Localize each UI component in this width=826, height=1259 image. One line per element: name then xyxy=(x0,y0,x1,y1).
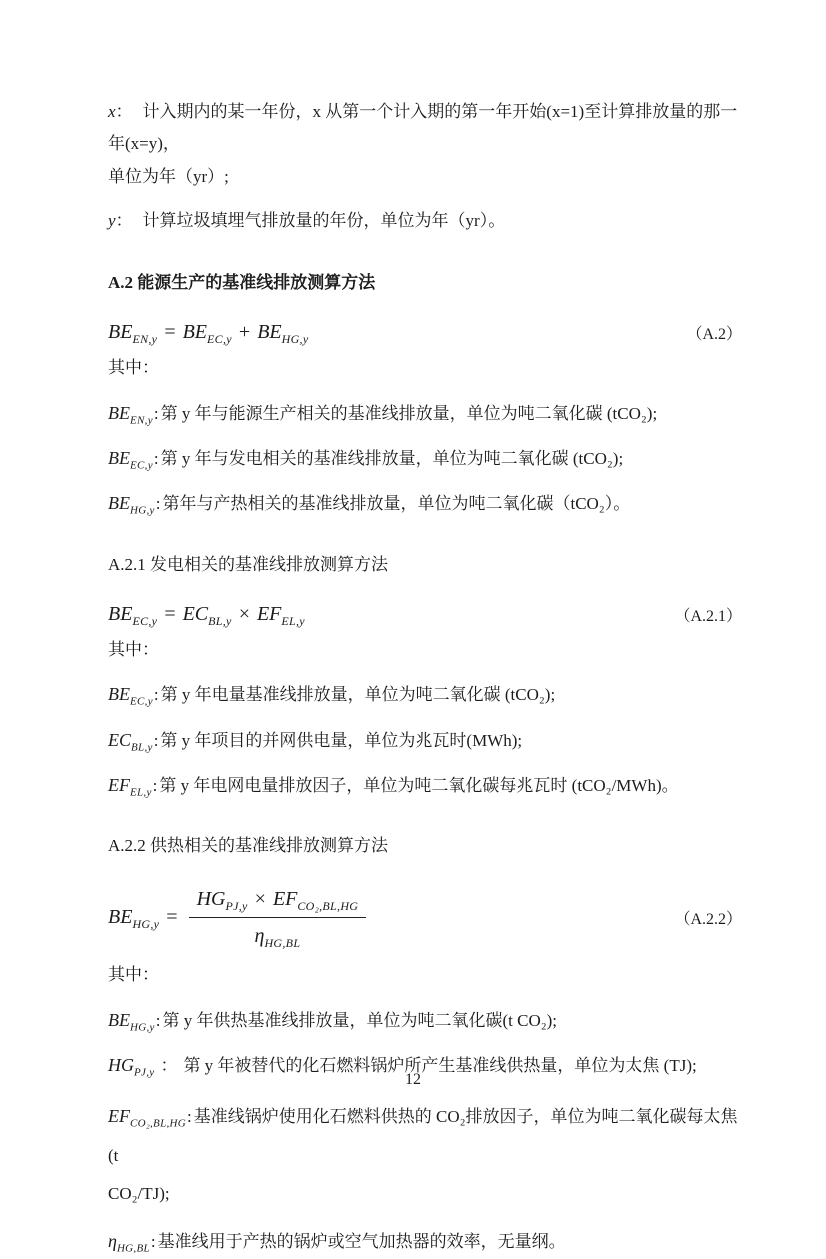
multiply-sign: × xyxy=(238,602,250,625)
definition-be-ec-y-2 xyxy=(108,677,742,711)
colon: ： xyxy=(115,102,133,121)
definition-text: 第 y 年电网电量排放因子，单位为吨二氧化碳每兆瓦时 (tCO₂/MWh)。 xyxy=(159,775,679,795)
definition-text: 第 y 年供热基准线排放量，单位为吨二氧化碳(t CO₂); xyxy=(162,1010,558,1030)
colon: ： xyxy=(160,1056,178,1076)
equation-a2-body xyxy=(108,321,309,347)
fraction xyxy=(189,884,367,951)
colon: : xyxy=(150,1232,156,1252)
definition-be-hg-y xyxy=(108,486,742,520)
math-var-ef-co2-bl-hg: $EF_{CO_2,BL,HG}$ xyxy=(272,888,359,914)
definition-text: 第 y 年与能源生产相关的基准线排放量，单位为吨二氧化碳 (tCO₂); xyxy=(160,403,658,423)
math-var-ec-bl-y: $EC_{BL,y}$ xyxy=(182,602,232,628)
definition-text: 基准线用于产热的锅炉或空气加热器的效率，无量纲。 xyxy=(157,1232,566,1252)
where-label-a2: 其中： xyxy=(108,358,159,378)
y-definition-text: 计算垃圾填埋气排放量的年份，单位为年（yr）。 xyxy=(142,210,506,230)
math-var-x: x xyxy=(108,102,116,121)
equation-number-a22: （A.2.2） xyxy=(674,911,742,929)
colon: : xyxy=(153,685,159,705)
equals-sign: = xyxy=(166,905,178,928)
math-var-be-hg-y: $BE_{HG,y}$ xyxy=(108,905,160,931)
math-var-hg-pj-y: $HG_{PJ,y}$ xyxy=(108,1055,155,1079)
equals-sign: = xyxy=(164,321,176,344)
definition-be-hg-y-2 xyxy=(108,1003,742,1037)
math-var-ef-co2-bl-hg: $EF_{CO_2,BL,HG}$ xyxy=(108,1106,187,1130)
equation-number-a21: （A.2.1） xyxy=(674,607,742,625)
definition-be-ec-y xyxy=(108,441,742,475)
definition-ec-bl-y xyxy=(108,723,742,757)
math-var-be-ec-y: $BE_{EC,y}$ xyxy=(108,684,153,708)
definition-text: 第 y 年电量基准线排放量，单位为吨二氧化碳 (tCO₂); xyxy=(160,685,556,705)
math-var-eta-hg-bl: $\eta_{HG,BL}$ xyxy=(108,1231,150,1255)
math-var-be-hg-y: $BE_{HG,y}$ xyxy=(108,1009,155,1034)
definition-ef-el-y xyxy=(108,768,742,802)
section-a2-heading: A.2 能源生产的基准线排放测算方法 xyxy=(108,273,376,293)
definition-text: 第年与产热相关的基准线排放量，单位为吨二氧化碳（tCO₂）。 xyxy=(162,494,631,514)
math-var-be-hg-y: $BE_{HG,y}$ xyxy=(108,493,155,517)
plus-sign: + xyxy=(238,321,251,344)
math-var-be-en-y: $BE_{EN,y}$ xyxy=(108,402,153,427)
math-var-ef-el-y: $EF_{EL,y}$ xyxy=(108,774,152,799)
colon: : xyxy=(155,494,161,514)
colon: : xyxy=(153,449,159,469)
definition-eta-hg-bl xyxy=(108,1224,742,1258)
colon: ： xyxy=(115,210,133,230)
math-var-ec-bl-y: $EC_{BL,y}$ xyxy=(108,729,153,753)
where-label-a22: 其中： xyxy=(108,965,159,985)
definition-text: 第 y 年被替代的化石燃料锅炉所产生基准线供热量，单位为太焦 (TJ); xyxy=(183,1056,697,1076)
equation-a22 xyxy=(108,884,742,951)
math-var-be-hg-y: $BE_{HG,y}$ xyxy=(257,321,309,347)
colon: : xyxy=(153,730,159,750)
paragraph-y-definition xyxy=(108,205,742,237)
multiply-sign: × xyxy=(254,888,266,911)
definition-text: 第 y 年项目的并网供电量，单位为兆瓦时(MWh); xyxy=(160,730,523,750)
definition-text: 第 y 年与发电相关的基准线排放量，单位为吨二氧化碳 (tCO₂); xyxy=(160,449,624,469)
colon: : xyxy=(153,403,159,423)
section-a21-heading: A.2.1 发电相关的基准线排放测算方法 xyxy=(108,554,389,574)
colon: : xyxy=(155,1010,161,1030)
definition-text-line1: 基准线锅炉使用化石燃料供热的 CO₂排放因子，单位为吨二氧化碳每太焦(t xyxy=(108,1107,738,1165)
section-a22-heading: A.2.2 供热相关的基准线排放测算方法 xyxy=(108,836,389,856)
fraction-denominator xyxy=(255,918,301,951)
where-label-a21: 其中： xyxy=(108,639,159,659)
math-var-be-ec-y: $BE_{EC,y}$ xyxy=(108,602,158,628)
equals-sign: = xyxy=(164,602,176,625)
colon: : xyxy=(152,775,158,795)
equation-a2 xyxy=(108,321,742,347)
math-var-be-en-y: $BE_{EN,y}$ xyxy=(108,321,158,347)
colon: : xyxy=(187,1107,192,1127)
math-var-be-ec-y: $BE_{EC,y}$ xyxy=(182,321,232,347)
math-var-y: y xyxy=(108,210,116,230)
paragraph-x-definition xyxy=(108,96,742,193)
fraction-numerator xyxy=(189,884,367,918)
equation-number-a2: （A.2） xyxy=(686,326,742,344)
equation-a21 xyxy=(108,603,742,626)
x-definition-text-line2: 单位为年（yr）; xyxy=(108,166,229,186)
definition-be-en-y xyxy=(108,396,742,430)
math-var-hg-pj-y: $HG_{PJ,y}$ xyxy=(196,888,248,914)
equation-a22-body xyxy=(108,884,366,951)
math-var-ef-el-y: $EF_{EL,y}$ xyxy=(256,602,305,628)
definition-text-line2: CO₂/TJ); xyxy=(108,1184,170,1204)
equation-a21-body xyxy=(108,603,305,626)
x-definition-text-line1: 计入期内的某一年份，x 从第一个计入期的第一年开始(x=1)至计算排放量的那一年(x=y)， xyxy=(108,102,738,154)
math-var-eta-hg-bl: $\eta_{HG,BL}$ xyxy=(254,925,301,951)
page-number: 12 xyxy=(405,1071,421,1088)
math-var-be-ec-y: $BE_{EC,y}$ xyxy=(108,448,153,472)
definition-ef-co2-bl-hg xyxy=(108,1096,742,1213)
